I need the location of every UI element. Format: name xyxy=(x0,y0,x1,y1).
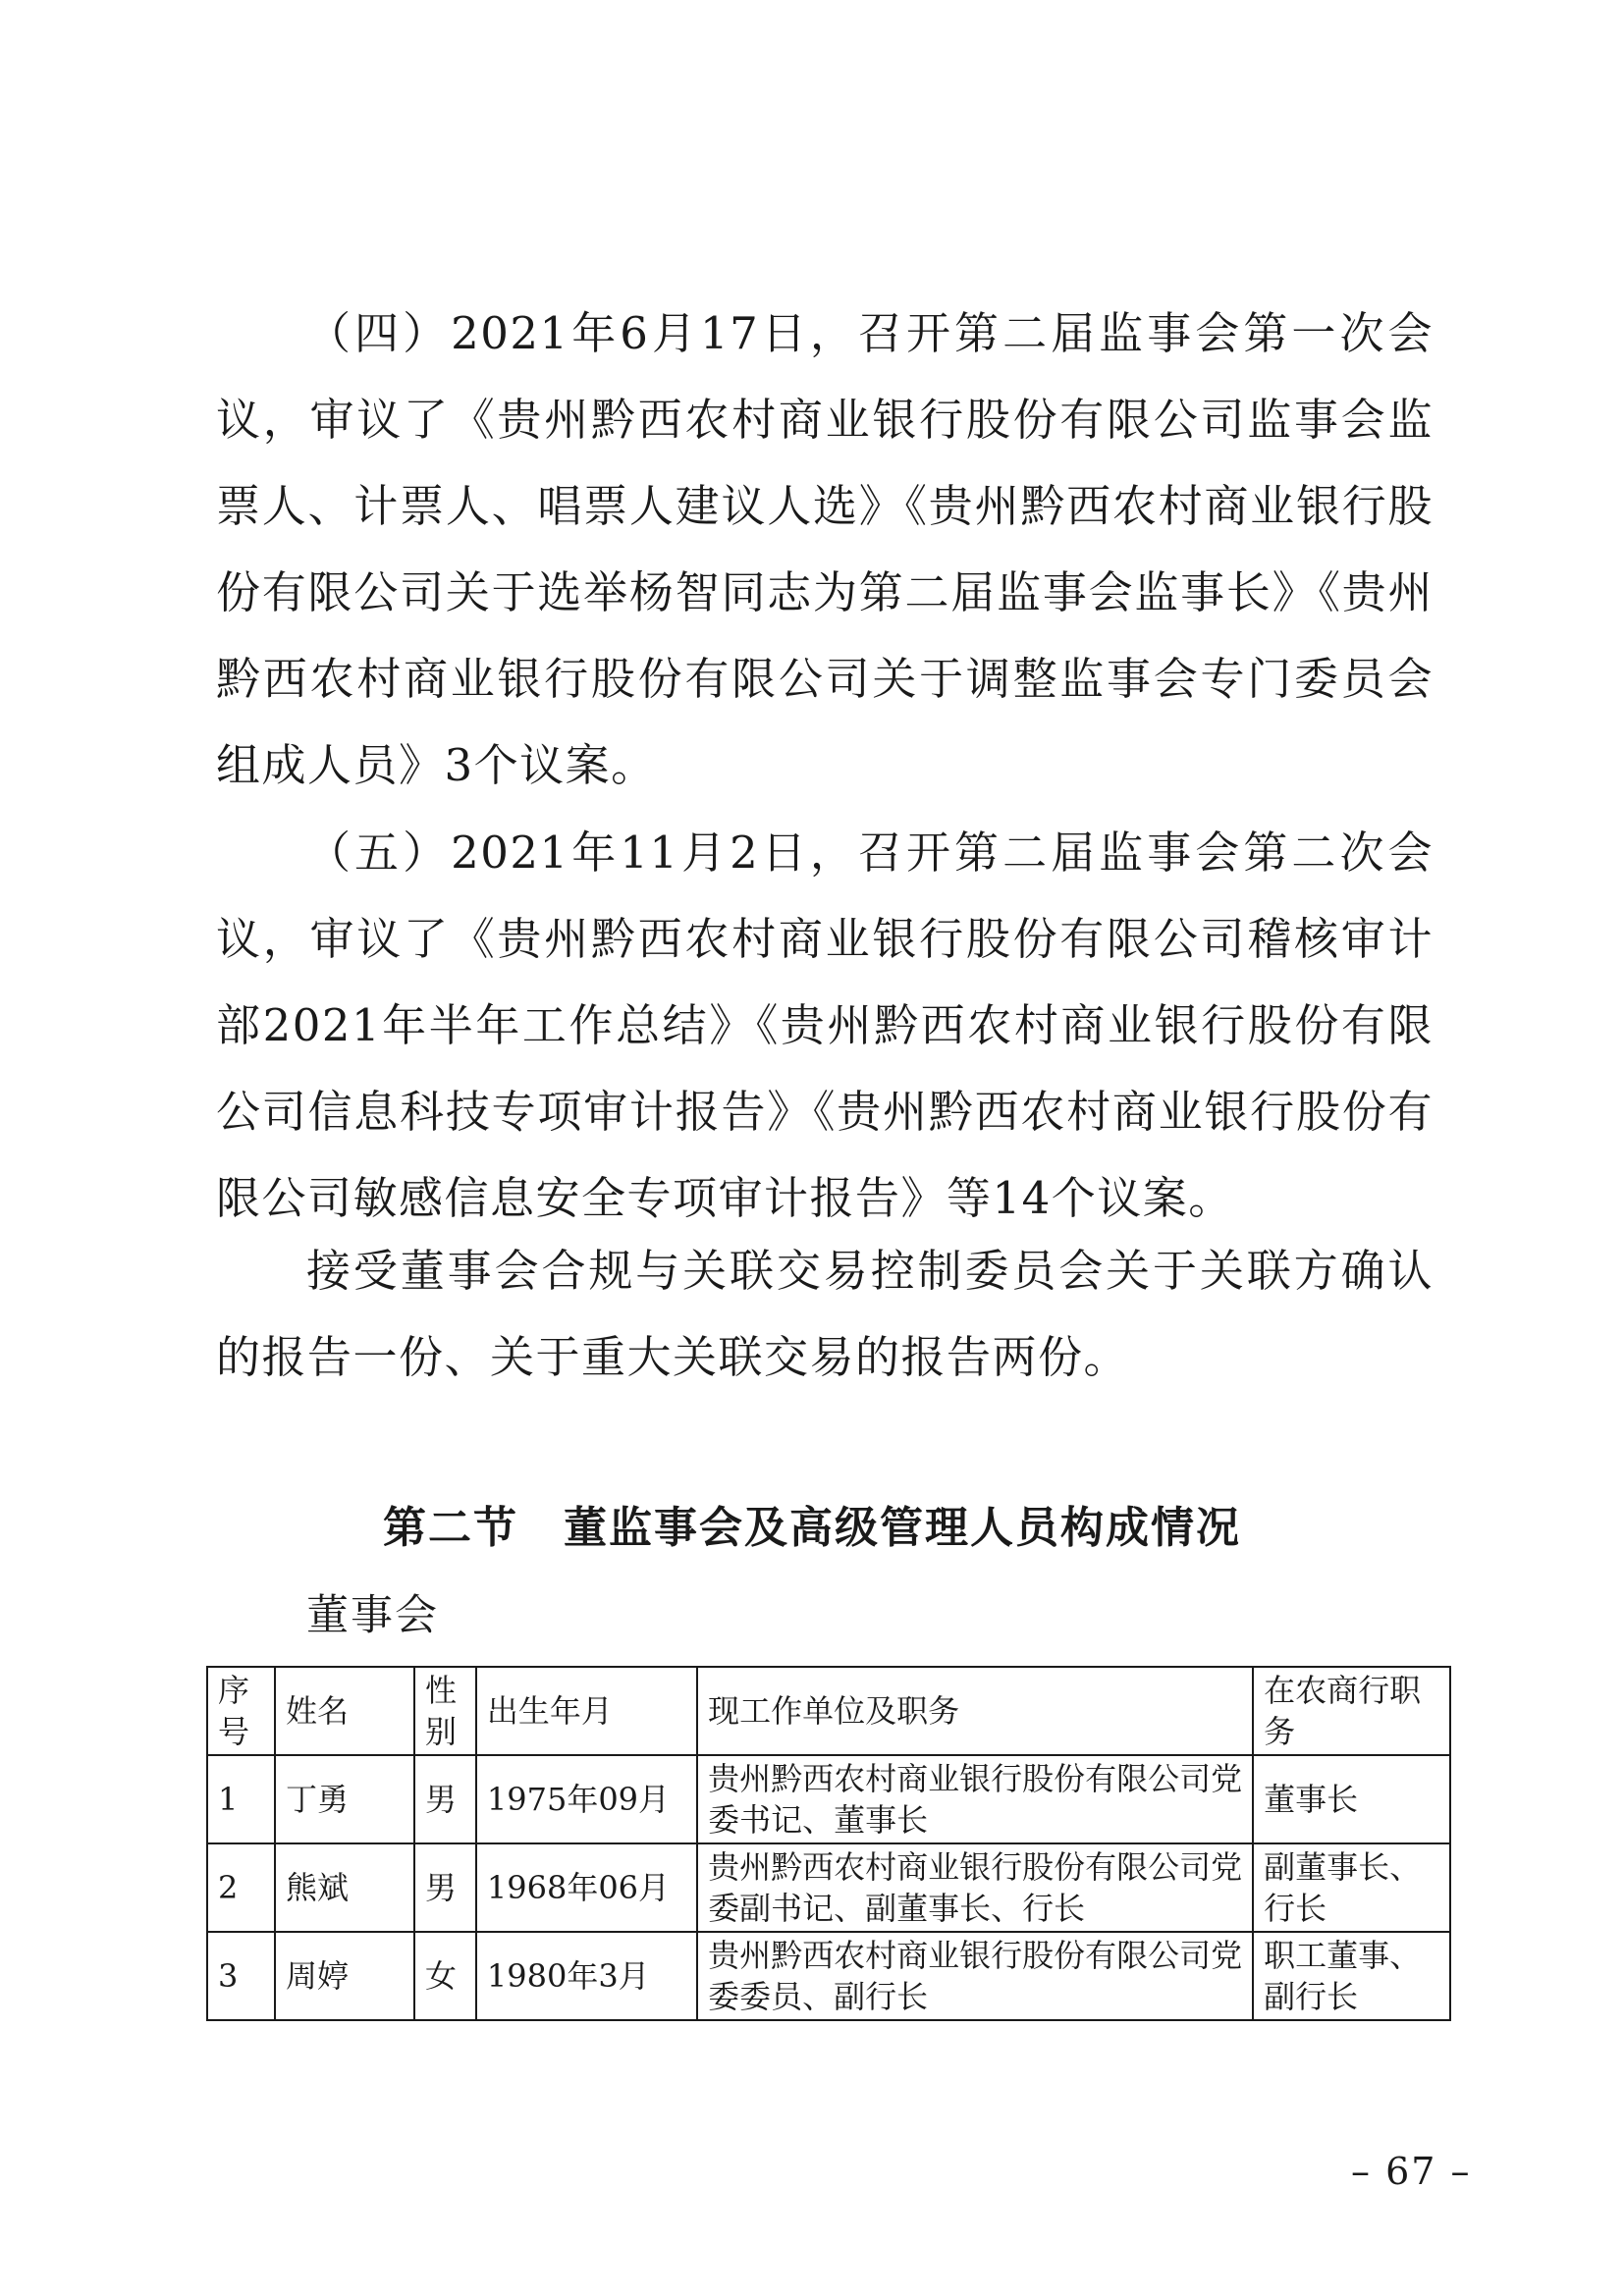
cell-unit: 贵州黔西农村商业银行股份有限公司党委副书记、副董事长、行长 xyxy=(697,1843,1253,1932)
cell-birth: 1968年06月 xyxy=(476,1843,697,1932)
paragraph-text: （五）2021年11月2日，召开第二届监事会第二次会议，审议了《贵州黔西农村商业银行股份有限公司稽核审计部2021年半年工作总结》《贵州黔西农村商业银行股份有限公司信息科技专项审计报告》《贵州黔西农村商业银行股份有限公司敏感信息安全专项审计报告》等14个议案。 xyxy=(216,827,1434,1224)
paragraph-text: （四）2021年6月17日，召开第二届监事会第一次会议，审议了《贵州黔西农村商业银行股份有限公司监事会监票人、计票人、唱票人建议人选》《贵州黔西农村商业银行股份有限公司关于选举杨智同志为第二届监事会监事长》《贵州黔西农村商业银行股份有限公司关于调整监事会专门委员会组成人员》3个议案。 xyxy=(216,307,1434,791)
cell-name: 周婷 xyxy=(275,1932,414,2020)
cell-no: 1 xyxy=(207,1755,275,1843)
header-position: 在农商行职务 xyxy=(1253,1667,1450,1755)
cell-birth: 1975年09月 xyxy=(476,1755,697,1843)
header-name: 姓名 xyxy=(275,1667,414,1755)
header-birth: 出生年月 xyxy=(476,1667,697,1755)
paragraph-first-meeting xyxy=(216,291,1434,809)
header-sex: 性别 xyxy=(414,1667,476,1755)
cell-birth: 1980年3月 xyxy=(476,1932,697,2020)
cell-name: 丁勇 xyxy=(275,1755,414,1843)
cell-sex: 男 xyxy=(414,1843,476,1932)
board-members-table xyxy=(206,1666,1451,2021)
cell-position: 副董事长、行长 xyxy=(1253,1843,1450,1932)
board-subtitle: 董事会 xyxy=(306,1591,439,1640)
cell-position: 董事长 xyxy=(1253,1755,1450,1843)
table-row xyxy=(207,1932,1450,2020)
paragraph-text: 接受董事会合规与关联交易控制委员会关于关联方确认的报告一份、关于重大关联交易的报告两份。 xyxy=(216,1245,1434,1383)
table-row xyxy=(207,1755,1450,1843)
section-title: 第二节 董监事会及高级管理人员构成情况 xyxy=(383,1503,1241,1553)
header-no: 序号 xyxy=(207,1667,275,1755)
cell-no: 3 xyxy=(207,1932,275,2020)
table-header-row xyxy=(207,1667,1450,1755)
cell-name: 熊斌 xyxy=(275,1843,414,1932)
cell-unit: 贵州黔西农村商业银行股份有限公司党委书记、董事长 xyxy=(697,1755,1253,1843)
header-unit: 现工作单位及职务 xyxy=(697,1667,1253,1755)
cell-position: 职工董事、副行长 xyxy=(1253,1932,1450,2020)
page-number: – 67 – xyxy=(1351,2150,1472,2193)
table-row xyxy=(207,1843,1450,1932)
paragraph-second-meeting xyxy=(216,810,1434,1242)
cell-unit: 贵州黔西农村商业银行股份有限公司党委委员、副行长 xyxy=(697,1932,1253,2020)
cell-sex: 女 xyxy=(414,1932,476,2020)
cell-sex: 男 xyxy=(414,1755,476,1843)
paragraph-reports xyxy=(216,1228,1434,1401)
cell-no: 2 xyxy=(207,1843,275,1932)
